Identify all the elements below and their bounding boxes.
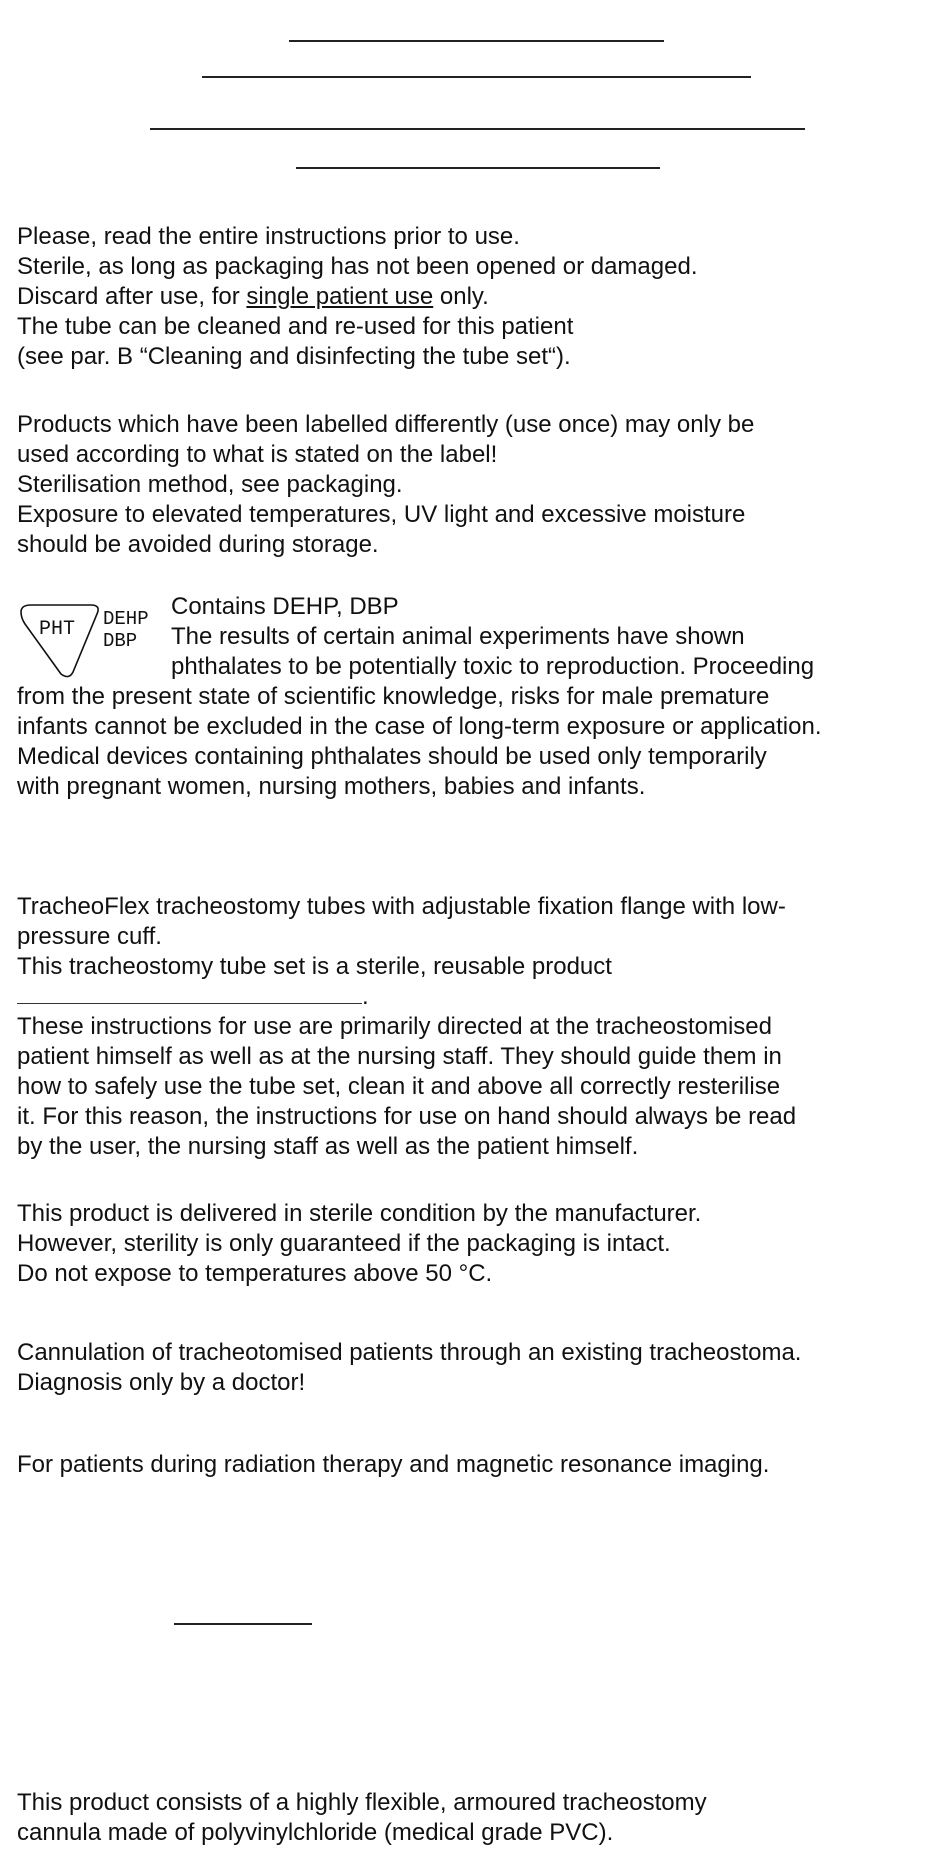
phthalate-title: Contains DEHP, DBP: [171, 593, 399, 620]
description-paragraph: [17, 1788, 707, 1848]
sterile-line-2: However, sterility is only guaranteed if the packaging is intact.: [17, 1230, 671, 1257]
instructions-line-1: These instructions for use are primarily directed at the tracheostomised: [17, 1013, 773, 1040]
phthalate-paragraph: [17, 682, 822, 802]
instructions-line-5: by the user, the nursing staff as well as the patient himself.: [17, 1133, 639, 1160]
intro-line-5: (see par. B “Cleaning and disinfecting the tube set“).: [17, 343, 571, 370]
radiation-paragraph: [17, 1450, 769, 1480]
indication-line-2: Diagnosis only by a doctor!: [17, 1369, 306, 1396]
section-heading-rule: [174, 1623, 312, 1625]
instructions-line-3: how to safely use the tube set, clean it and above all correctly resterilise: [17, 1073, 781, 1100]
intro-line-2: Sterile, as long as packaging has not been opened or damaged.: [17, 253, 698, 280]
single-patient-use-text: single patient use: [246, 283, 434, 310]
sterile-line-3: Do not expose to temperatures above 50 °C.: [17, 1260, 493, 1287]
indication-paragraph: [17, 1338, 801, 1398]
product-blank-rule: [17, 983, 362, 1004]
intro-line-3-end: only.: [433, 283, 489, 310]
intro-line-3: [17, 282, 697, 312]
title-rule-3: [150, 128, 805, 130]
phthalate-line-5: Medical devices containing phthalates should be used only temporarily: [17, 743, 767, 770]
phthalate-line-1: The results of certain animal experiments have shown: [171, 623, 745, 650]
intro-line-4: The tube can be cleaned and re-used for this patient: [17, 313, 574, 340]
labelling-line-5: should be avoided during storage.: [17, 531, 379, 558]
phthalate-indented-text: [171, 592, 814, 682]
sterile-paragraph: [17, 1199, 701, 1289]
description-line-1: This product consists of a highly flexible, armoured tracheostomy: [17, 1789, 707, 1816]
phthalate-line-2: phthalates to be potentially toxic to reproduction. Proceeding: [171, 653, 815, 680]
intro-paragraph: [17, 222, 697, 372]
phthalate-line-6: with pregnant women, nursing mothers, babies and infants.: [17, 773, 646, 800]
title-rule-2: [202, 76, 751, 78]
intro-line-3-start: Discard after use, for: [17, 283, 247, 310]
title-rule-1: [289, 40, 664, 42]
labelling-line-2: used according to what is stated on the label!: [17, 441, 498, 468]
intro-line-1: Please, read the entire instructions prior to use.: [17, 223, 520, 250]
pht-symbol-dehp: DEHP: [103, 608, 149, 630]
instructions-paragraph: [17, 1012, 796, 1162]
instructions-line-2: patient himself as well as at the nursing staff. They should guide them in: [17, 1043, 782, 1070]
product-line-3: This tracheostomy tube set is a sterile, reusable product: [17, 953, 612, 980]
phthalate-line-3: from the present state of scientific knowledge, risks for male premature: [17, 683, 770, 710]
product-line-4-period: .: [362, 983, 369, 1010]
product-line-2: pressure cuff.: [17, 923, 162, 950]
product-line-1: TracheoFlex tracheostomy tubes with adjustable fixation flange with low-: [17, 893, 786, 920]
description-line-2: cannula made of polyvinylchloride (medical grade PVC).: [17, 1819, 614, 1846]
radiation-line: For patients during radiation therapy and magnetic resonance imaging.: [17, 1451, 770, 1478]
phthalate-line-4: infants cannot be excluded in the case of long-term exposure or application.: [17, 713, 822, 740]
labelling-line-3: Sterilisation method, see packaging.: [17, 471, 403, 498]
labelling-paragraph: [17, 410, 754, 560]
labelling-line-1: Products which have been labelled differently (use once) may only be: [17, 411, 755, 438]
indication-line-1: Cannulation of tracheotomised patients through an existing tracheostoma.: [17, 1339, 802, 1366]
pht-phthalate-icon: [17, 602, 159, 682]
product-paragraph: [17, 892, 786, 1012]
labelling-line-4: Exposure to elevated temperatures, UV light and excessive moisture: [17, 501, 746, 528]
title-rule-4: [296, 167, 660, 169]
product-line-4: [17, 982, 786, 1012]
pht-symbol-main: PHT: [39, 618, 76, 641]
pht-symbol-dbp: DBP: [103, 630, 138, 652]
instructions-line-4: it. For this reason, the instructions for use on hand should always be read: [17, 1103, 797, 1130]
sterile-line-1: This product is delivered in sterile condition by the manufacturer.: [17, 1200, 702, 1227]
